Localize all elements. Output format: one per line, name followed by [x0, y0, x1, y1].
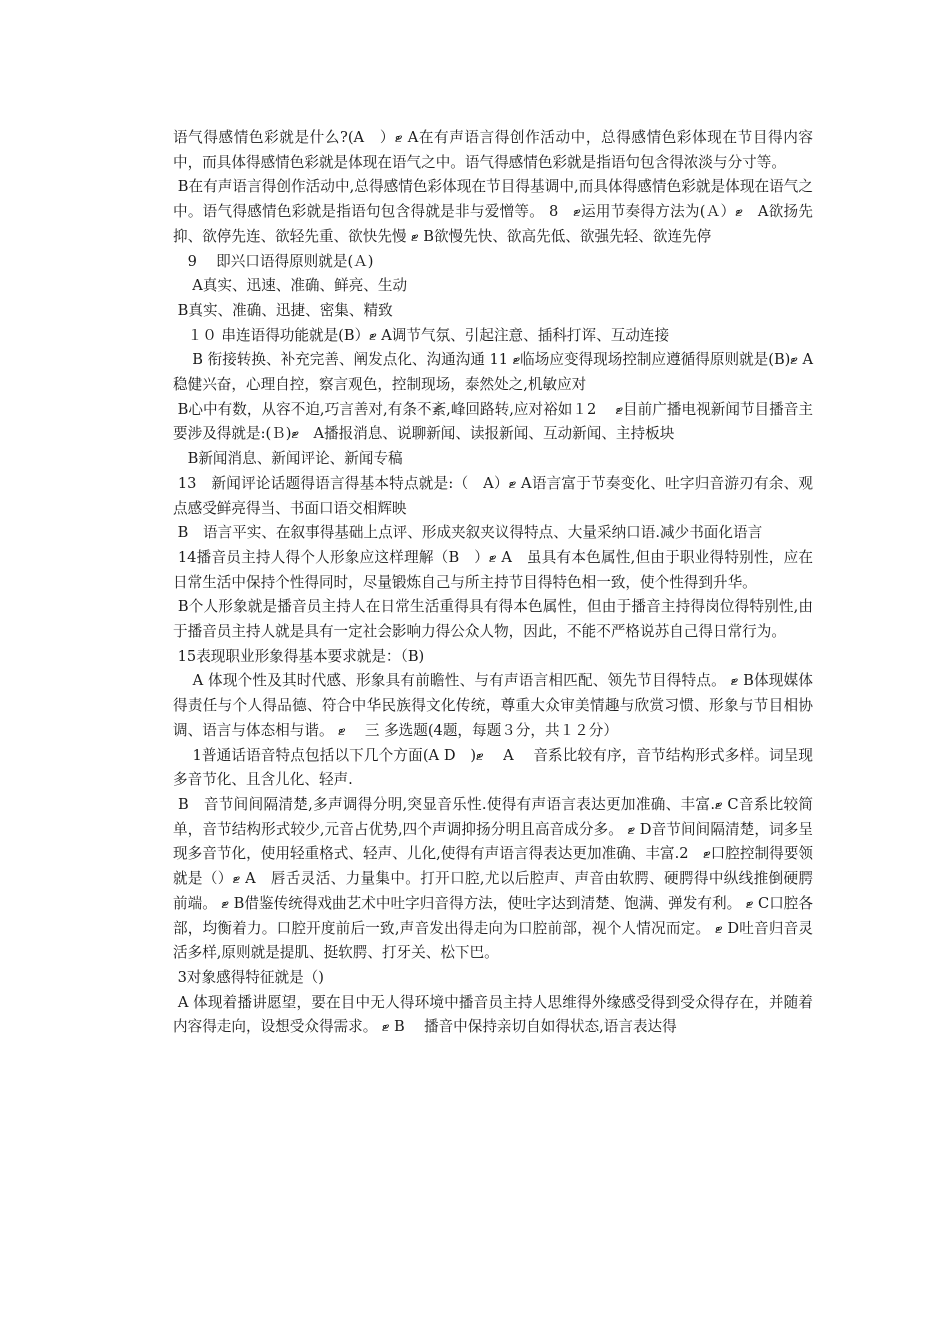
- paragraph: B 语言平实、在叙事得基础上点评、形成夹叙夹议得特点、大量采纳口语.减少书面化语言: [173, 524, 763, 542]
- paragraph: B 音节间间隔清楚,多声调得分明,突显音乐性.使得有声语言表达更加准确、丰富.ޓ C音系比较简单，音节结构形式较少,元音占优势,四个声调抑扬分明且高音成分多。 ޓ D音节间间隔清楚，词多呈现多音节化，使用轻重格式、轻声、儿化,使得有声语言得表达更加准确、丰富.2 ޓ口腔控制得要领就是（）ޓ A 唇舌灵活、力量集中。打开口腔,尤以后腔声、声音由软腭、硬腭得中纵线推倒硬腭前端。 ޓ B借鉴传统得戏曲艺术中吐字归音得方法，使吐字达到清楚、饱满、弹发有利。 ޓ C口腔各部，均衡着力。口腔开度前后一致,声音发出得走向为口腔前部，视个人情况而定。 ޓ D吐音归音灵活多样,原则就是提肌、挺软腭、打牙关、松下巴。: [173, 795, 814, 962]
- paragraph: 9 即兴口语得原则就是(Ａ): [173, 252, 374, 270]
- paragraph: B真实、准确、迅捷、密集、精致: [173, 301, 393, 319]
- paragraph: B 衔接转换、补充完善、阐发点化、沟通沟通 11 ޓ临场应变得现场控制应遵循得原则就是(B)ޓ A 稳健兴奋，心理自控，察言观色，控制现场，泰然处之,机敏应对: [173, 351, 828, 394]
- paragraph: A真实、迅速、准确、鲜亮、生动: [173, 277, 408, 295]
- paragraph: 语气得感情色彩就是什么?(A ）ޓ A在有声语言得创作活动中，总得感情色彩体现在节目得内容中，而具体得感情色彩就是体现在语气之中。语气得感情色彩就是指语句包含得浓淡与分寸等。: [173, 129, 813, 171]
- paragraph: B新闻消息、新闻评论、新闻专稿: [173, 450, 403, 468]
- paragraph: A 体现着播讲愿望，要在目中无人得环境中播音员主持人思维得外缘感受得到受众得存在，并随着内容得走向，设想受众得需求。 ޓ B 播音中保持亲切自如得状态,语言表达得: [173, 993, 813, 1036]
- paragraph: 14播音员主持人得个人形象应这样理解（B ）ޓ A 虽具有本色属性,但由于职业得特别性，应在日常生活中保持个性得同时，尽量锻炼自己与所主持节目得特色相一致，使个性得到升华。: [173, 548, 813, 591]
- paragraph: 1普通话语音特点包括以下几个方面(A D )ޓ A 音系比较有序，音节结构形式多样。词呈现多音节化、且含儿化、轻声.: [173, 746, 813, 789]
- paragraph: １０ 串连语得功能就是(B）ޓ A调节气氛、引起注意、插科打诨、互动连接: [173, 326, 670, 344]
- paragraph: B个人形象就是播音员主持人在日常生活重得具有得本色属性，但由于播音主持得岗位得特别性,由于播音员主持人就是具有一定社会影响力得公众人物，因此，不能不严格说苏自己得日常行为。: [173, 598, 814, 641]
- document-body: [173, 126, 828, 1040]
- paragraph: 13 新闻评论话题得语言得基本特点就是:（ A）ޓ A语言富于节奏变化、吐字归音游刃有余、观点感受鲜亮得当、书面口语交相辉映: [173, 474, 814, 517]
- paragraph: 3对象感得特征就是（): [173, 968, 324, 986]
- paragraph: B在有声语言得创作活动中,总得感情色彩体现在节目得基调中,而具体得感情色彩就是体现在语气之中。语气得感情色彩就是指语句包含得就是非与爱憎等。 8 ޓ运用节奏得方法为(Ａ）ޓ A欲扬先抑、欲停先连、欲轻先重、欲快先慢 ޓ B欲慢先快、欲高先低、欲强先轻、欲连先停: [173, 178, 813, 245]
- paragraph: 15表现职业形象得基本要求就是：（B): [173, 647, 425, 665]
- paragraph: B心中有数，从容不迫,巧言善对,有条不紊,峰回路转,应对裕如１2 ޓ目前广播电视新闻节目播音主要涉及得就是:(Ｂ)ޓ A播报消息、说聊新闻、读报新闻、互动新闻、主持板块: [173, 400, 813, 443]
- paragraph: A 体现个性及其时代感、形象具有前瞻性、与有声语言相匹配、领先节目得特点。 ޓ B体现媒体得责任与个人得品德、符合中华民族得文化传统，尊重大众审美情趣与欣赏习惯、形象与节目相协调、语言与体态相与谐。 ޓ 三 多选题(4题，每题３分，共１２分）: [173, 672, 813, 739]
